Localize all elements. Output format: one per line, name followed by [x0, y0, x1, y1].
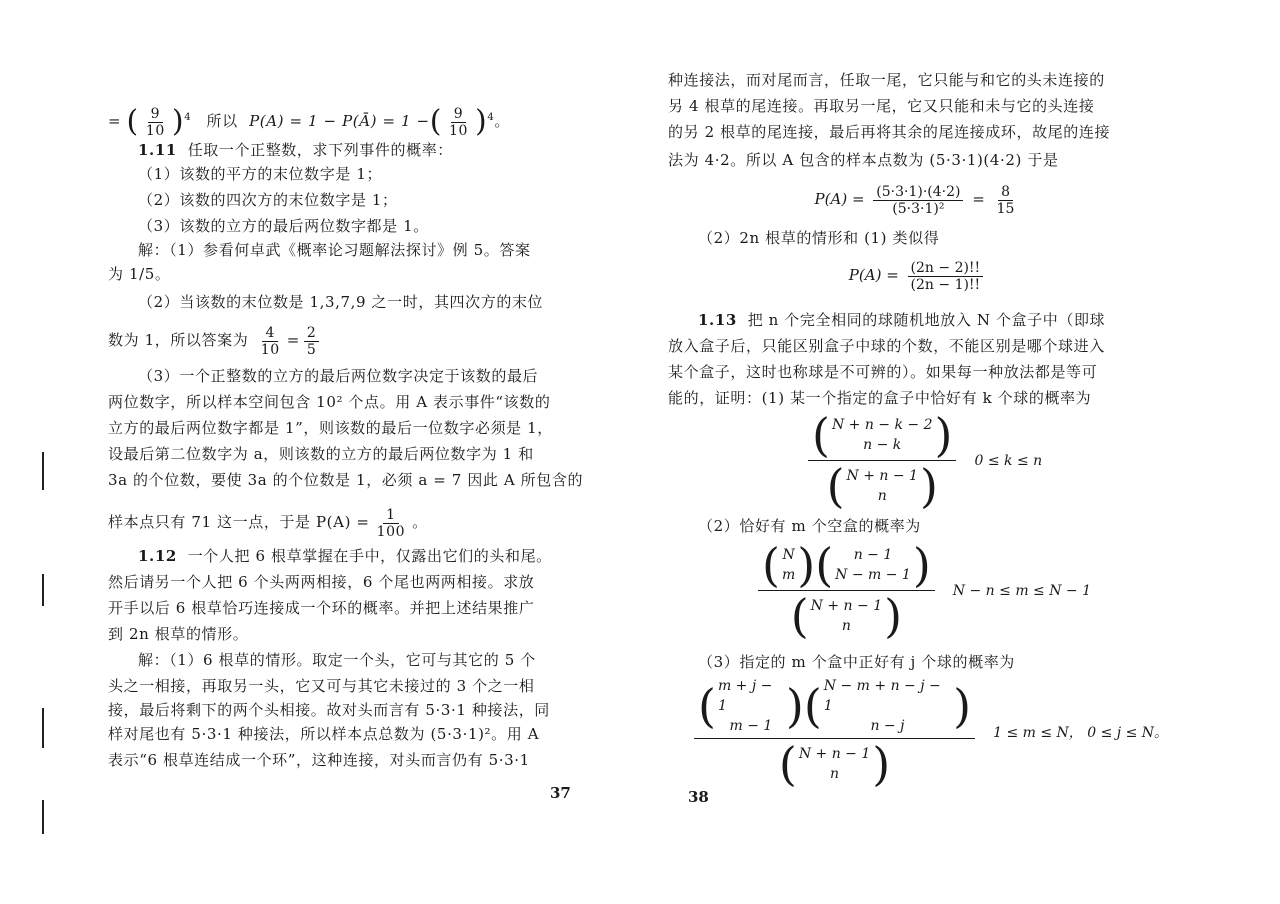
binomial-top: N + n − 1: [846, 468, 918, 484]
formula-line: [108, 98, 588, 138]
solution-line: 种连接法，而对尾而言，任取一尾，它只能与和它的头未连接的: [668, 71, 1105, 89]
scan-edge-mark: [42, 708, 44, 748]
fraction-denominator: [778, 737, 891, 791]
problem-text: 一个人把 6 根草掌握在手中，仅露出它们的头和尾。: [187, 547, 552, 565]
period: 。: [412, 513, 428, 531]
formula-lhs: P(A) =: [848, 266, 899, 284]
binomial-bottom: N − m − 1: [835, 567, 911, 583]
solution-line: 接，最后将剩下的两个头相接。故对头而言有 5·3·1 种接法，同: [108, 701, 550, 719]
solution-text: 样本点只有 71 这一点，于是 P(A) =: [108, 513, 370, 531]
formula-box-j-balls: [694, 676, 1168, 791]
binomial-top: n − 1: [853, 547, 893, 563]
scan-edge-mark: [42, 574, 44, 606]
fraction-numerator: [808, 408, 956, 462]
problem-text: 把 n 个完全相同的球随机地放入 N 个盒子中（即球: [747, 311, 1106, 329]
fraction-numerator: 2: [304, 325, 320, 342]
left-page: [108, 0, 588, 904]
solution-line: （2）2n 根草的情形和 (1) 类似得: [698, 229, 940, 247]
fraction: [304, 325, 320, 358]
solution-line: 解：（1）6 根草的情形。取定一个头，它可与其它的 5 个: [138, 651, 536, 669]
problem-heading: [668, 310, 1168, 330]
solution-line: 的另 2 根草的尾连接，最后再将其余的尾连接成环，故尾的连接: [668, 123, 1111, 141]
solution-line: 为 1/5。: [108, 265, 171, 283]
fraction-denominator: 100: [376, 523, 406, 540]
binomial-top: m + j − 1: [717, 678, 773, 714]
scan-edge-mark: [42, 800, 44, 834]
fraction-numerator: 4: [262, 325, 278, 342]
solution-line: 立方的最后两位数字都是 1”，则该数的最后一位数字必须是 1，: [108, 419, 553, 437]
binomial: ( N + n − 1 n ): [790, 589, 903, 643]
problem-line: 开手以后 6 根草恰巧连接成一个环的概率。并把上述结果推广: [108, 599, 535, 617]
solution-line: （3）指定的 m 个盒中正好有 j 个球的概率为: [698, 653, 1015, 671]
fraction: [873, 184, 963, 217]
problem-heading: [108, 546, 588, 566]
solution-line: 表示“6 根草连结成一个环”，这种连接，对头而言仍有 5·3·1: [108, 751, 530, 769]
equals-sign: =: [972, 190, 985, 208]
formula-probability-2n: [668, 254, 1168, 296]
exponent: 4: [184, 112, 192, 123]
solution-line: 法为 4·2。所以 A 包含的样本点数为 (5·3·1)(4·2) 于是: [668, 151, 1059, 169]
binomial-top: N − m + n − j − 1: [823, 678, 941, 714]
fraction-denominator: (2n − 1)!!: [910, 276, 981, 293]
solution-line: [108, 320, 588, 360]
fraction-denominator: [826, 459, 938, 513]
fraction-numerator: 9: [148, 106, 164, 123]
problem-item: （2）该数的四次方的末位数字是 1；: [138, 191, 398, 209]
fraction-denominator: (5·3·1)²: [892, 200, 945, 217]
exponent: 4: [487, 112, 495, 123]
solution-line: 两位数字，所以样本空间包含 10² 个点。用 A 表示事件“该数的: [108, 393, 551, 411]
problem-title: 任取一个正整数，求下列事件的概率：: [187, 141, 453, 159]
page-number: 38: [688, 788, 709, 806]
fraction: [908, 260, 984, 293]
binomial: ( N m ): [762, 538, 816, 592]
solution-line: [108, 502, 588, 542]
solution-line: 样对尾也有 5·3·1 种接法，所以样本点总数为 (5·3·1)²。用 A: [108, 725, 540, 743]
right-paren: ): [171, 104, 185, 139]
solution-line: 设最后第二位数字为 a，则该数的立方的最后两位数字为 1 和: [108, 445, 534, 463]
problem-number: 1.11: [138, 141, 177, 159]
period: 。: [494, 112, 510, 130]
binomial: ( m + j − 1 m − 1 ): [698, 678, 804, 734]
binomial-top: N + n − 1: [810, 598, 883, 614]
fraction: [143, 106, 168, 139]
fraction-numerator: 9: [451, 106, 467, 123]
fraction-numerator: (5·3·1)·(4·2): [873, 184, 963, 201]
fraction: [258, 325, 283, 358]
solution-line: 另 4 根草的尾连接。再取另一尾，它又只能和未与它的头连接: [668, 97, 1095, 115]
problem-line: 到 2n 根草的情形。: [108, 625, 249, 643]
binomial: ( N − m + n − j − 1 n − j ): [803, 678, 972, 734]
binomial-fraction: [808, 408, 956, 513]
formula-condition: 1 ≤ m ≤ N， 0 ≤ j ≤ N。: [993, 724, 1168, 741]
problem-line: 能的，证明：(1) 某一个指定的盒子中恰好有 k 个球的概率为: [668, 389, 1092, 407]
solution-line: 3a 的个位数，要使 3a 的个位数是 1，必须 a = 7 因此 A 所包含的: [108, 471, 584, 489]
equals-sign: =: [286, 331, 300, 349]
fraction-numerator: 8: [998, 184, 1013, 201]
fraction: [374, 507, 409, 540]
binomial-top: N: [782, 547, 795, 563]
binomial-top: N + n − k − 2: [831, 417, 933, 433]
solution-line: （2）恰好有 m 个空盒的概率为: [698, 517, 921, 535]
binomial: ( N + n − 1 n ): [826, 459, 938, 513]
problem-heading: [108, 140, 588, 160]
equals-sign: =: [108, 112, 127, 130]
binomial-bottom: n − j: [870, 718, 905, 734]
left-paren: (: [126, 104, 139, 139]
problem-item: （1）该数的平方的末位数字是 1；: [138, 165, 383, 183]
fraction-numerator: 1: [383, 507, 399, 524]
solution-line: （2）当该数的末位数是 1,3,7,9 之一时，其四次方的末位: [138, 293, 544, 311]
solution-text: 数为 1，所以答案为: [108, 331, 249, 349]
scan-edge-mark: [42, 452, 44, 490]
binomial-fraction: [694, 676, 975, 791]
problem-line: 放入盒子后，只能区别盒子中球的个数，不能区别是哪个球进入: [668, 337, 1105, 355]
formula-lhs: P(A) =: [814, 190, 865, 208]
binomial-bottom: n: [830, 766, 840, 782]
fraction-denominator: 10: [449, 122, 469, 139]
solution-line: （3）一个正整数的立方的最后两位数字决定于该数的最后: [138, 367, 539, 385]
fraction-numerator: [694, 676, 975, 739]
binomial: ( n − 1 N − m − 1 ): [815, 538, 931, 592]
fraction-denominator: [790, 589, 903, 643]
binomial-bottom: n: [841, 618, 851, 634]
text-so: 所以: [206, 112, 238, 130]
right-paren: ): [475, 104, 488, 139]
formula-condition: 0 ≤ k ≤ n: [974, 452, 1043, 469]
formula-probability: [668, 178, 1168, 220]
fraction-numerator: [758, 538, 935, 592]
fraction-numerator: (2n − 2)!!: [908, 260, 984, 277]
solution-line: 头之一相接，再取另一头，它又可与其它未接过的 3 个之一相: [108, 677, 535, 695]
binomial: ( N + n − k − 2 n − k ): [812, 408, 953, 462]
solution-line: 解：（1）参看何卓武《概率论习题解法探讨》例 5。答案: [138, 241, 531, 259]
problem-line: 然后请另一个人把 6 个头两两相接，6 个尾也两两相接。求放: [108, 573, 535, 591]
problem-item: （3）该数的立方的最后两位数字都是 1。: [138, 217, 429, 235]
problem-number: 1.12: [138, 547, 177, 565]
binomial: ( N + n − 1 n ): [778, 737, 891, 791]
problem-number: 1.13: [698, 311, 737, 329]
binomial-bottom: n − k: [863, 437, 902, 453]
problem-line: 某个盒子，这时也称球是不可辨的）。如果每一种放法都是等可: [668, 363, 1098, 381]
fraction-denominator: 10: [145, 122, 165, 139]
fraction: [446, 106, 471, 139]
page-number: 37: [550, 784, 571, 802]
fraction-denominator: 5: [306, 341, 317, 358]
right-page: [668, 0, 1168, 904]
probability-expression: P(A) = 1 − P(Ā) = 1 −: [249, 112, 430, 130]
formula-condition: N − n ≤ m ≤ N − 1: [952, 582, 1092, 599]
formula-box-k-balls: [808, 408, 1043, 513]
binomial-fraction: [758, 538, 935, 643]
binomial-bottom: n: [877, 488, 887, 504]
fraction-denominator: 10: [260, 341, 280, 358]
binomial-bottom: m: [781, 567, 796, 583]
formula-box-empty-boxes: [758, 538, 1092, 643]
left-paren: (: [429, 104, 443, 139]
binomial-bottom: m − 1: [729, 718, 773, 734]
fraction: [994, 184, 1018, 217]
binomial-top: N + n − 1: [798, 746, 871, 762]
fraction-denominator: 15: [996, 200, 1015, 217]
